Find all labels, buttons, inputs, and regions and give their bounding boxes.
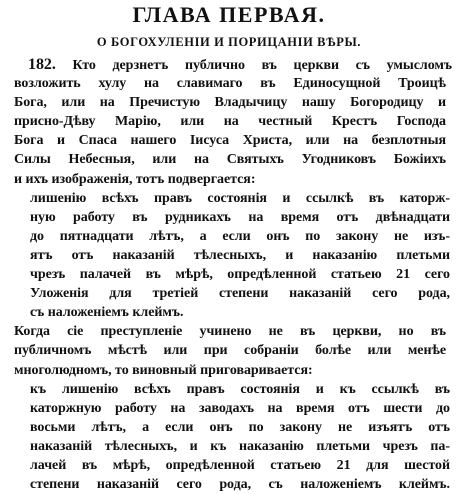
clause-2-paragraph [0, 322, 458, 379]
article-first-line [0, 55, 452, 74]
penalty-line: до пятнадцати лѣтъ, а если онъ по закону не изъ- [30, 228, 450, 244]
penalty-line: чрезъ палачей въ мѣрѣ, опредѣленной статьею 21 сего [30, 267, 450, 283]
article-paragraph [0, 55, 458, 189]
penalty-line: съ наложенiемъ клеймъ. [30, 305, 184, 321]
section-title: О БОГОХУЛЕНIИ И ПОРИЦАНIИ ВѢРЫ. [96, 35, 362, 49]
penalty-line: восьми лѣтъ, а если онъ по закону не изъятъ отъ [30, 419, 450, 435]
article-line: Бога и Спаса нашего Iисуса Христа, или на безплотныя [14, 133, 446, 149]
penalty-block-2 [0, 380, 458, 494]
penalty-line: Уложенiя для третiей степени наказанiй сего рода, [30, 286, 450, 302]
penalty-line: каторжную работу на заводахъ на время отъ шести до [30, 400, 450, 416]
clause-line: многолюдномъ, то виновный приговаривается: [14, 362, 313, 378]
clause-line: публичномъ мѣстѣ или при собранiи болѣе или менѣе [14, 343, 446, 359]
article-line: возложить хулу на славимаго въ Единосущной Троицѣ [14, 76, 446, 92]
article-line: Силы Небесныя, или на Святыхъ Угодниковъ Божiихъ [14, 152, 446, 168]
penalty-line: ную работу въ рудникахъ на время отъ двѣнадцати [30, 209, 450, 225]
penalty-line: къ лишенiю всѣхъ правъ состоянiя и къ ссылкѣ въ [30, 381, 450, 397]
penalty-line: лачей въ мѣрѣ, опредѣленной статьею 21 для шестой [30, 458, 450, 474]
chapter-title: ГЛАВА ПЕРВАЯ. [132, 2, 326, 27]
penalty-line: лишенiю всѣхъ правъ состоянiя и ссылкѣ въ каторж- [30, 190, 450, 206]
article-first-line-text: Кто дерзнетъ публично въ церкви съ умысломъ [72, 58, 452, 73]
clause-line: Когда сiе преступленiе учинено не въ церкви, но въ [14, 324, 446, 340]
article-line: присно-Дѣву Марiю, или на честный Крестъ Господа [14, 114, 446, 130]
penalty-line: ятъ отъ наказанiй тѣлесныхъ, и наказанiю плетьми [30, 247, 450, 263]
article-line: Бога, или на Пречистую Владычицу нашу Богородицу и [14, 95, 446, 111]
penalty-block-1 [0, 189, 458, 323]
article-number: 182. [28, 56, 56, 73]
penalty-line: наказанiй тѣлесныхъ, и къ наказанiю плетьми чрезъ па- [30, 438, 450, 454]
article-line: и ихъ изображенiя, тотъ подвергается: [14, 171, 256, 187]
penalty-line: степени наказанiй сего рода, съ наложенiемъ клеймъ. [30, 477, 450, 493]
